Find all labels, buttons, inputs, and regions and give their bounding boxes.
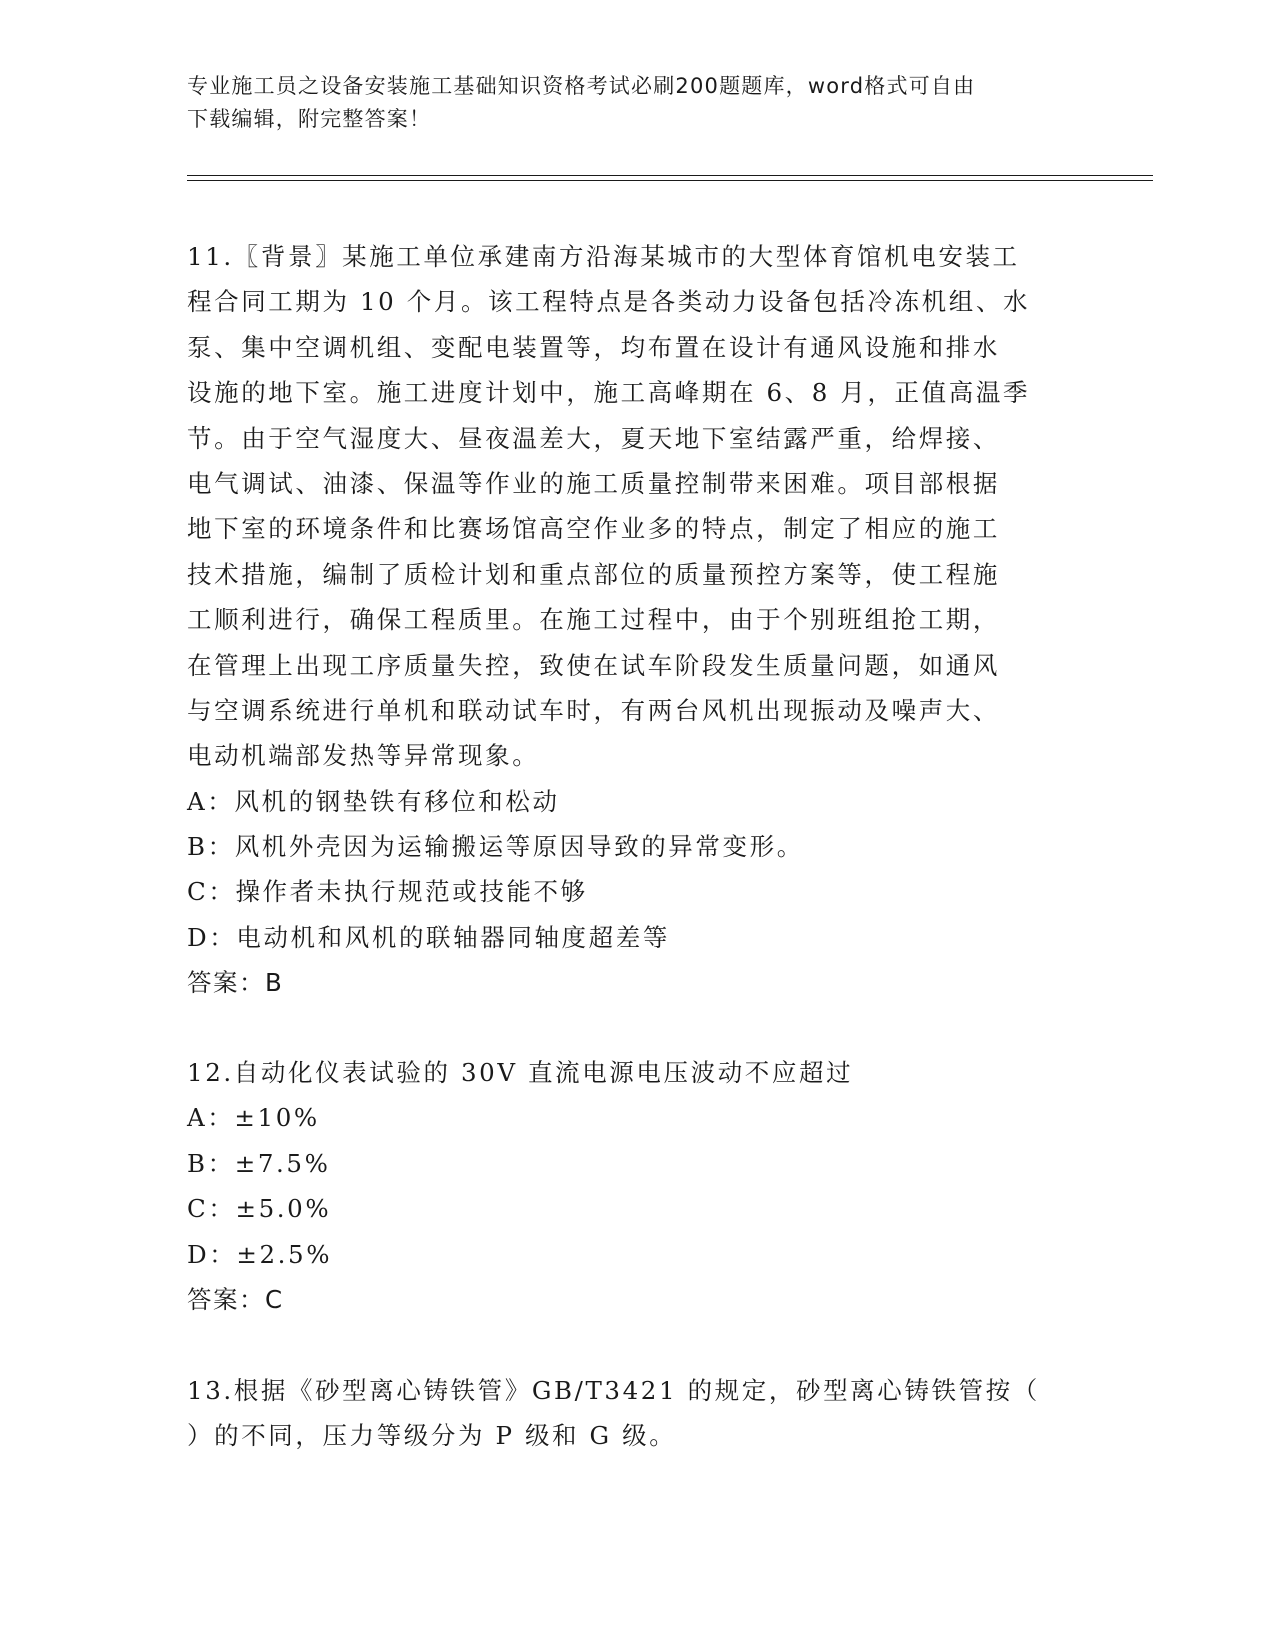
- question-stem-line: 地下室的环境条件和比赛场馆高空作业多的特点，制定了相应的施工: [187, 514, 1000, 544]
- question-stem-line: 电气调试、油漆、保温等作业的施工质量控制带来困难。项目部根据: [187, 468, 1000, 498]
- header-line-2: 下载编辑，附完整答案！: [187, 107, 432, 131]
- question-stem-line: 在管理上出现工序质量失控，致使在试车阶段发生质量问题，如通风: [187, 650, 1000, 680]
- question-stem-line: 电动机端部发热等异常现象。: [187, 741, 540, 771]
- option-b: B：风机外壳因为运输搬运等原因导致的异常变形。: [187, 832, 804, 862]
- question-11: [187, 234, 1067, 1006]
- question-stem-line: 泵、集中空调机组、变配电装置等，均布置在设计有通风设施和排水: [187, 332, 1000, 362]
- question-stem-line: ）的不同，压力等级分为 P 级和 G 级。: [187, 1421, 677, 1451]
- question-stem-line: 程合同工期为 10 个月。该工程特点是各类动力设备包括冷冻机组、水: [187, 287, 1031, 317]
- question-stem-line: 与空调系统进行单机和联动试车时，有两台风机出现振动及噪声大、: [187, 695, 1000, 725]
- document-header: [187, 70, 1067, 136]
- option-d: D：±2.5%: [187, 1239, 333, 1269]
- question-stem-line: 技术措施，编制了质检计划和重点部位的质量预控方案等，使工程施: [187, 559, 1000, 589]
- header-line-1: 专业施工员之设备安装施工基础知识资格考试必刷200题题库，word格式可自由: [187, 74, 976, 98]
- question-stem-line: 13.根据《砂型离心铸铁管》GB/T3421 的规定，砂型离心铸铁管按（: [187, 1376, 1040, 1405]
- option-a: A：±10%: [187, 1103, 320, 1133]
- question-stem-line: 工顺利进行，确保工程质里。在施工过程中，由于个别班组抢工期，: [187, 605, 1000, 635]
- header-divider-bottom: [187, 180, 1153, 181]
- option-d: D：电动机和风机的联轴器同轴度超差等: [187, 922, 670, 952]
- question-stem-line: 设施的地下室。施工进度计划中，施工高峰期在 6、8 月，正值高温季: [187, 378, 1031, 408]
- question-stem-line: 12.自动化仪表试验的 30V 直流电源电压波动不应超过: [187, 1058, 854, 1087]
- question-13: [187, 1368, 1067, 1459]
- answer-line: 答案：C: [187, 1284, 284, 1314]
- question-stem-line: 节。由于空气湿度大、昼夜温差大，夏天地下室结露严重，给焊接、: [187, 423, 1000, 453]
- answer-line: 答案：B: [187, 968, 284, 998]
- option-a: A：风机的钢垫铁有移位和松动: [187, 786, 560, 816]
- option-b: B：±7.5%: [187, 1148, 331, 1178]
- option-c: C：操作者未执行规范或技能不够: [187, 877, 588, 907]
- option-c: C：±5.0%: [187, 1194, 332, 1224]
- question-12: [187, 1050, 1067, 1322]
- header-divider-top: [187, 175, 1153, 176]
- question-stem-line: 11.〖背景〗某施工单位承建南方沿海某城市的大型体育馆机电安装工: [187, 242, 1020, 271]
